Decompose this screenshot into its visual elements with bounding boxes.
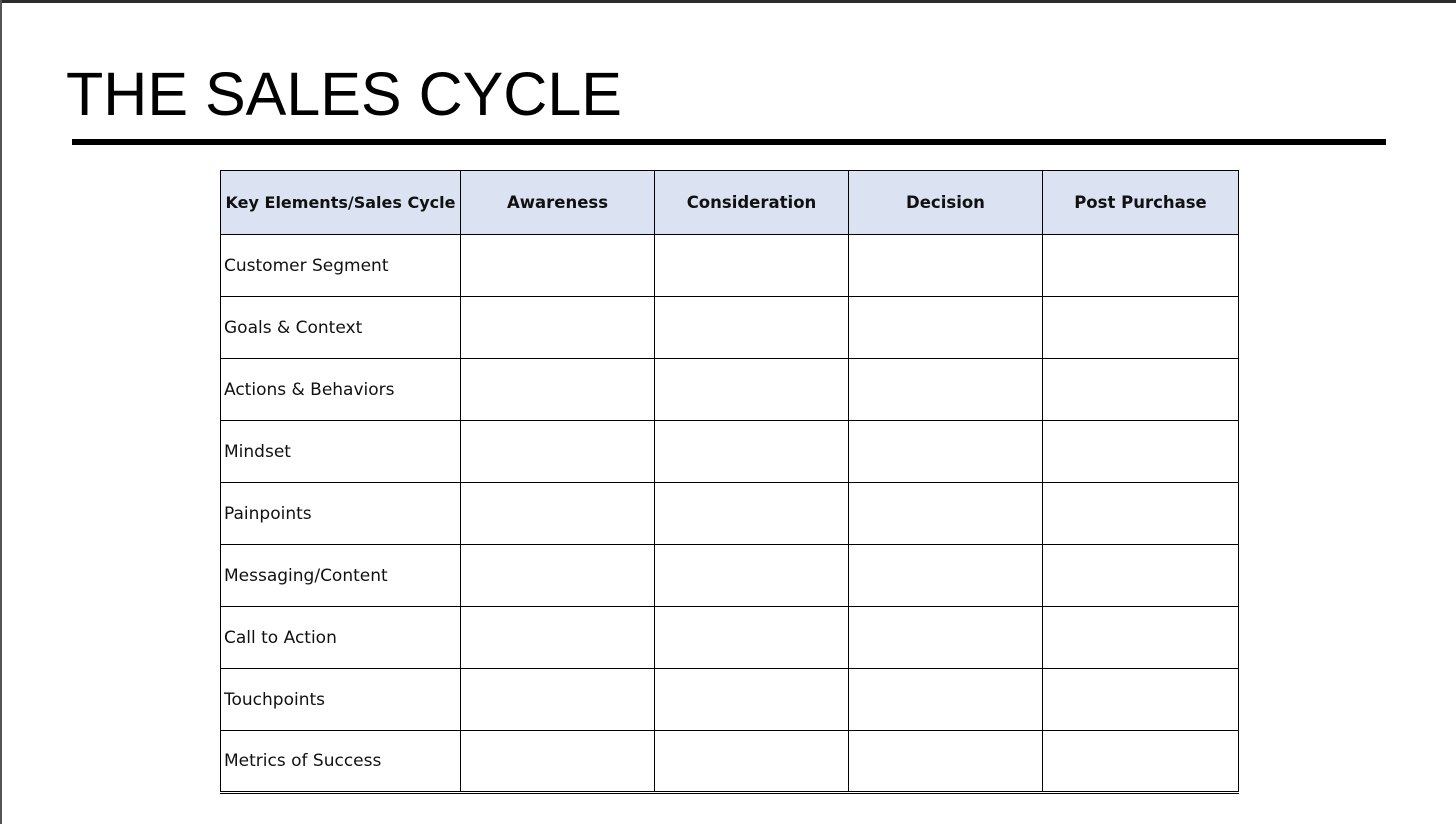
table-cell[interactable]: [1043, 607, 1239, 669]
row-label-customer-segment: Customer Segment: [221, 235, 461, 297]
row-label-actions-behaviors: Actions & Behaviors: [221, 359, 461, 421]
table-cell[interactable]: [849, 545, 1043, 607]
table-row: [221, 545, 1239, 607]
table-cell[interactable]: [655, 235, 849, 297]
table-cell[interactable]: [1043, 731, 1239, 793]
row-label-touchpoints: Touchpoints: [221, 669, 461, 731]
window-top-border: [0, 0, 1456, 3]
row-label-mindset: Mindset: [221, 421, 461, 483]
window-left-border: [0, 0, 2, 824]
row-label-goals-context: Goals & Context: [221, 297, 461, 359]
table-row: [221, 235, 1239, 297]
header-consideration: Consideration: [655, 171, 849, 235]
table-cell[interactable]: [849, 359, 1043, 421]
table-cell[interactable]: [461, 731, 655, 793]
table-row: [221, 669, 1239, 731]
table-cell[interactable]: [655, 359, 849, 421]
table-cell[interactable]: [849, 669, 1043, 731]
table-cell[interactable]: [1043, 421, 1239, 483]
header-post-purchase: Post Purchase: [1043, 171, 1239, 235]
table-cell[interactable]: [655, 421, 849, 483]
table-cell[interactable]: [849, 297, 1043, 359]
row-label-messaging-content: Messaging/Content: [221, 545, 461, 607]
table-cell[interactable]: [849, 235, 1043, 297]
table-cell[interactable]: [461, 235, 655, 297]
table-row: [221, 607, 1239, 669]
table-cell[interactable]: [655, 731, 849, 793]
table-cell[interactable]: [655, 483, 849, 545]
table-cell[interactable]: [655, 545, 849, 607]
table-cell[interactable]: [1043, 235, 1239, 297]
table-cell[interactable]: [1043, 545, 1239, 607]
title-underline: [72, 139, 1386, 145]
table-cell[interactable]: [461, 297, 655, 359]
table-cell[interactable]: [461, 607, 655, 669]
row-label-painpoints: Painpoints: [221, 483, 461, 545]
table-cell[interactable]: [461, 545, 655, 607]
header-awareness: Awareness: [461, 171, 655, 235]
table-row: [221, 483, 1239, 545]
page-title: THE SALES CYCLE: [66, 60, 622, 128]
sales-cycle-table: [220, 170, 1239, 794]
table-row: [221, 359, 1239, 421]
table-row: [221, 297, 1239, 359]
table-row: [221, 731, 1239, 793]
row-label-call-to-action: Call to Action: [221, 607, 461, 669]
table-cell[interactable]: [655, 607, 849, 669]
table-cell[interactable]: [461, 483, 655, 545]
table-body: [221, 235, 1239, 793]
table-cell[interactable]: [849, 421, 1043, 483]
table-cell[interactable]: [461, 359, 655, 421]
row-label-metrics-of-success: Metrics of Success: [221, 731, 461, 793]
table-cell[interactable]: [849, 607, 1043, 669]
table-cell[interactable]: [1043, 297, 1239, 359]
table-row: [221, 421, 1239, 483]
table-cell[interactable]: [655, 297, 849, 359]
table-cell[interactable]: [461, 669, 655, 731]
header-key-elements: Key Elements/Sales Cycle: [221, 171, 461, 235]
table-cell[interactable]: [849, 483, 1043, 545]
header-row: [221, 171, 1239, 235]
table-cell[interactable]: [1043, 669, 1239, 731]
table-cell[interactable]: [655, 669, 849, 731]
table-cell[interactable]: [849, 731, 1043, 793]
header-decision: Decision: [849, 171, 1043, 235]
table-header: [221, 171, 1239, 235]
table-cell[interactable]: [461, 421, 655, 483]
table-cell[interactable]: [1043, 483, 1239, 545]
table-cell[interactable]: [1043, 359, 1239, 421]
